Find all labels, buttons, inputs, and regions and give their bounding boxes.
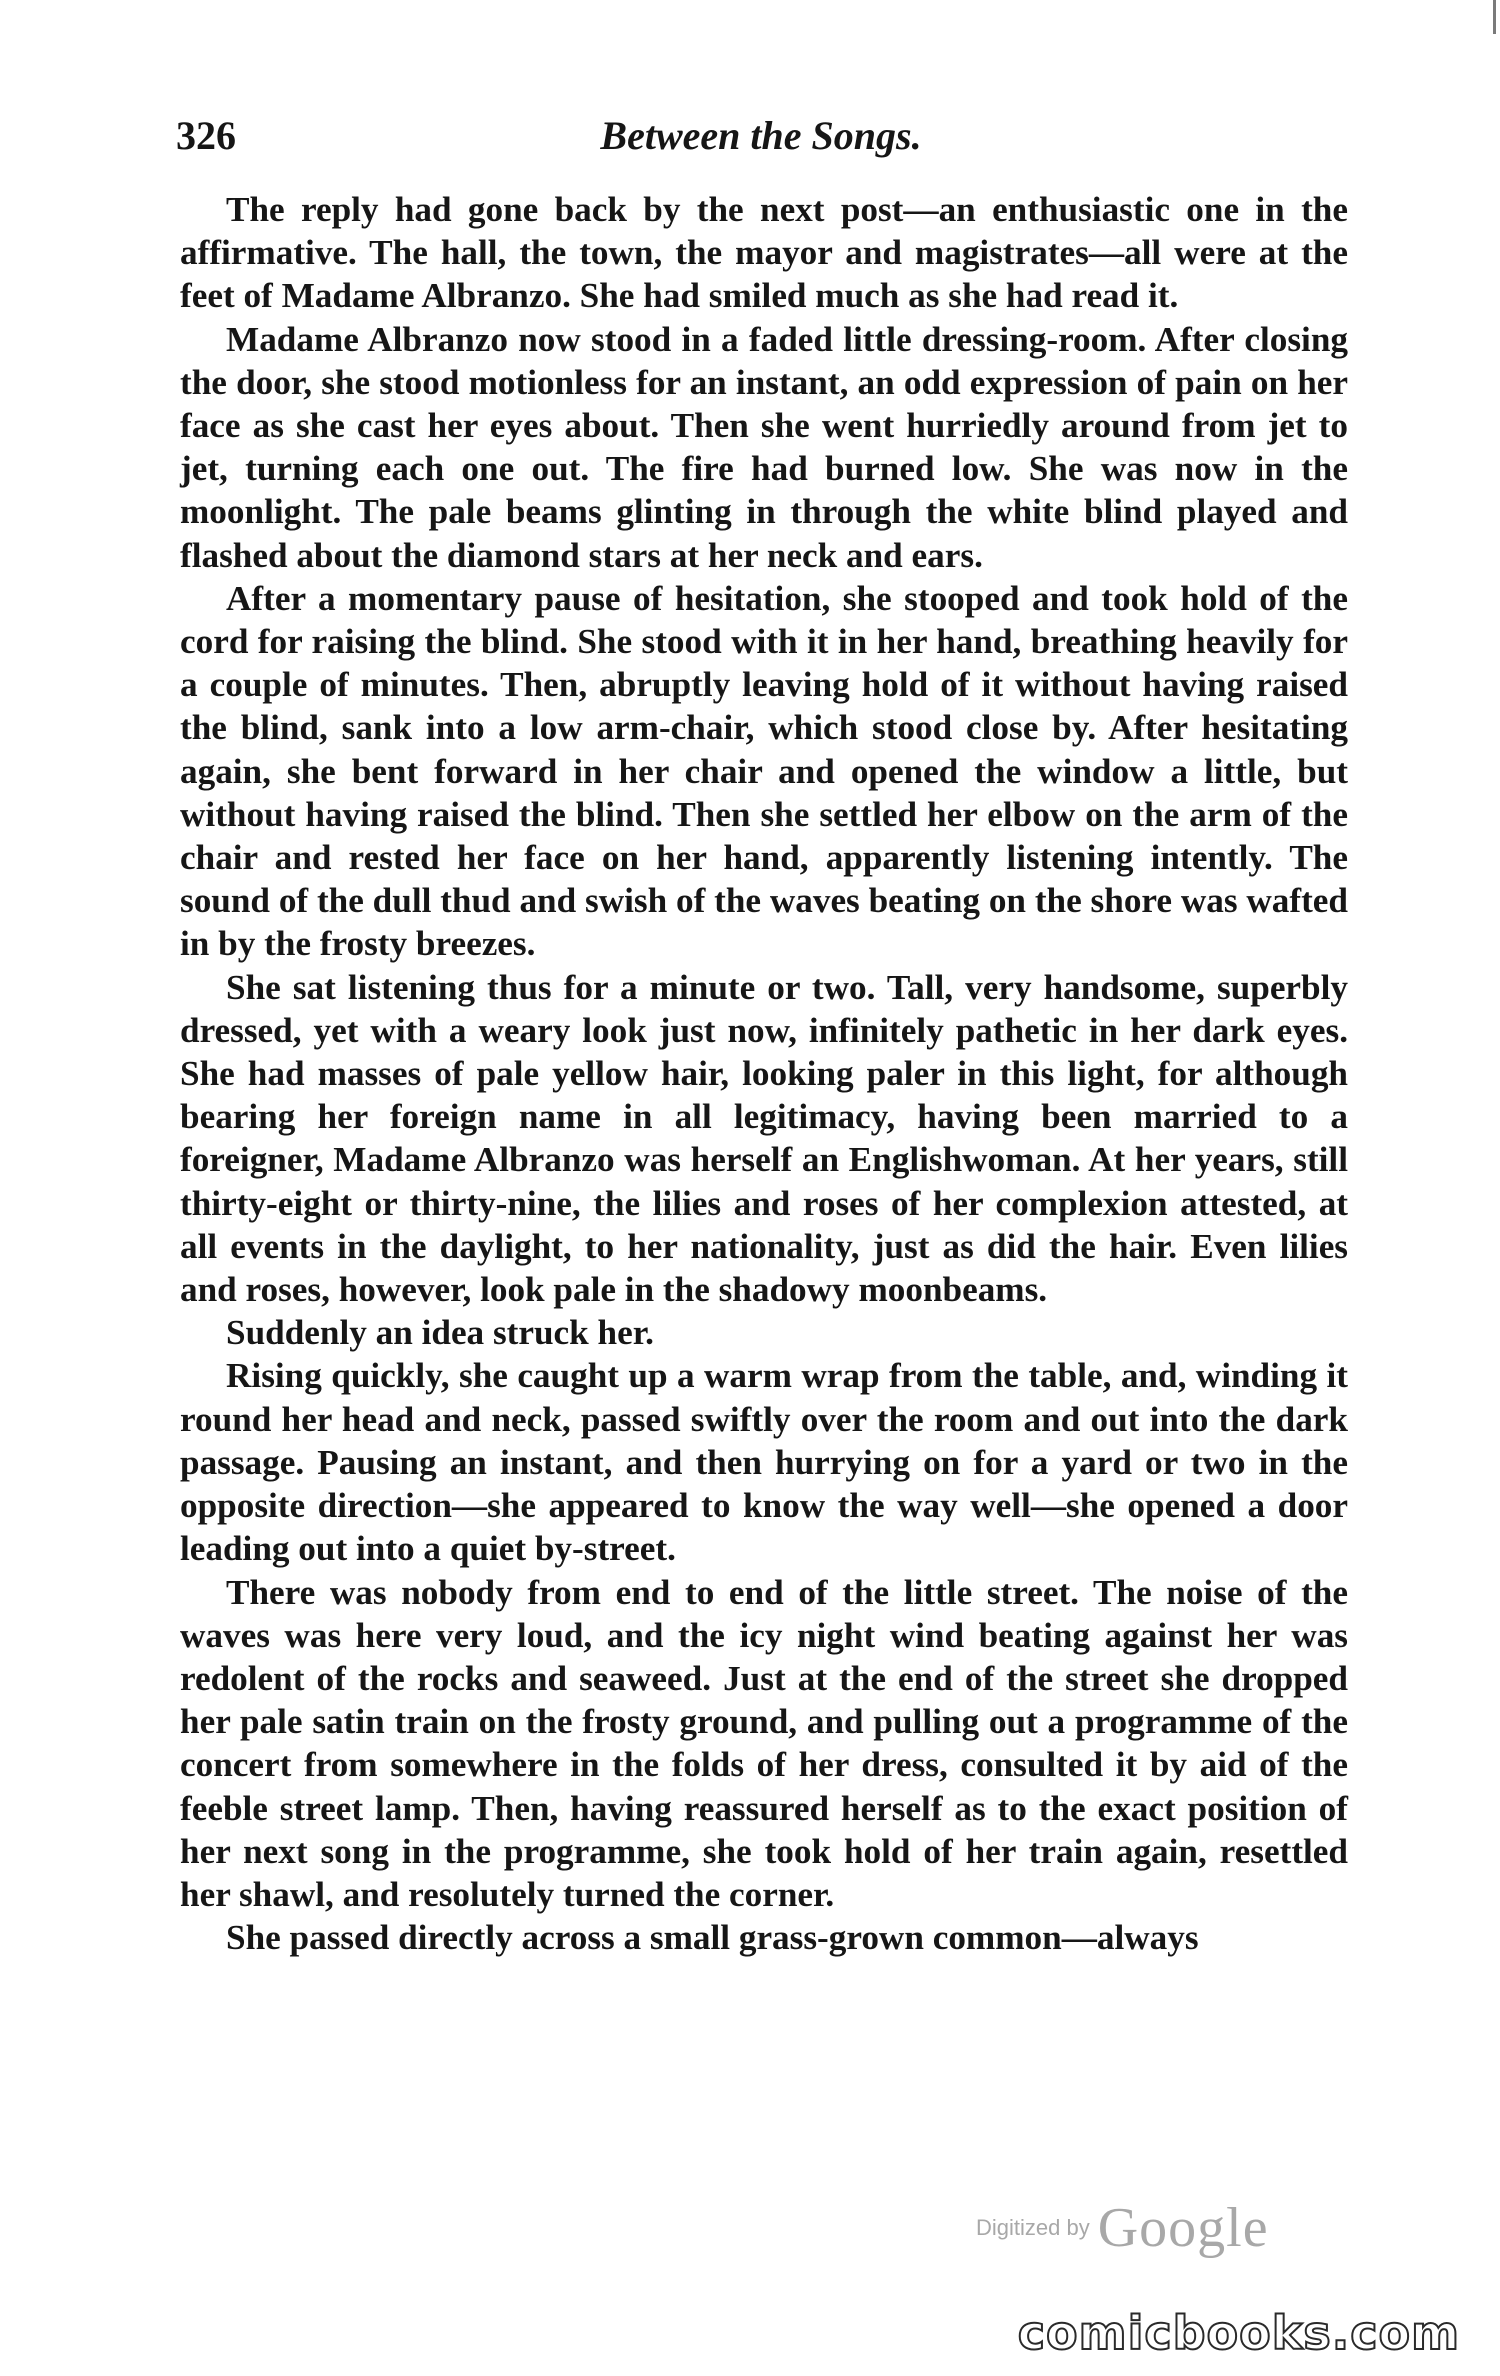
paragraph: Rising quickly, she caught up a warm wrap from the table, and, winding it round her head and neck, passed swiftly over the room and out into the dark passage. Pausing an instant, and then hurrying on for a yard or two in the opposite direction—she appeared to know the way well—she opened a door leading out into a quiet by-street. xyxy=(180,1356,1348,1569)
paragraph: She sat listening thus for a minute or two. Tall, very handsome, superbly dressed, yet with a weary look just now, infinitely pathetic in her dark eyes. She had masses of pale yellow hair, looking paler in this light, for although bearing her foreign name in all legitimacy, having been married to a foreigner, Madame Albranzo was herself an Englishwoman. At her years, still thirty-eight or thirty-nine, the lilies and roses of her complexion attested, at all events in the daylight, to her nationality, just as did the hair. Even lilies and roses, however, look pale in the shadowy moonbeams. xyxy=(180,967,1348,1310)
page-header xyxy=(176,112,1346,172)
paragraph: Suddenly an idea struck her. xyxy=(226,1313,654,1353)
running-head: Between the Songs. xyxy=(600,113,922,158)
site-watermark: comicbooks.com xyxy=(1017,2306,1460,2360)
page-number: 326 xyxy=(176,113,236,158)
google-logo: Google xyxy=(1097,2197,1269,2259)
body-text xyxy=(180,188,1348,1959)
paragraph: After a momentary pause of hesitation, she stooped and took hold of the cord for raising the blind. She stood with it in her hand, breathing heavily for a couple of minutes. Then, abruptly leaving hold of it without having raised the blind, sank into a low arm-chair, which stood close by. After hesitating again, she bent forward in her chair and opened the window a little, but without having raised the blind. Then she settled her elbow on the arm of the chair and rested her face on her hand, apparently listening intently. The sound of the dull thud and swish of the waves beating on the shore was wafted in by the frosty breezes. xyxy=(180,578,1348,964)
paragraph: Madame Albranzo now stood in a faded little dressing-room. After closing the door, she stood motionless for an instant, an odd expression of pain on her face as she cast her eyes about. Then she went hurriedly around from jet to jet, turning each one out. The fire had burned low. She was now in the moonlight. The pale beams glinting in through the white blind played and flashed about the diamond stars at her neck and ears. xyxy=(180,319,1348,575)
digitized-watermark xyxy=(976,2196,1269,2259)
paragraph: She passed directly across a small grass-grown common—always xyxy=(226,1918,1199,1958)
paragraph: The reply had gone back by the next post—an enthusiastic one in the affirmative. The hall, the town, the mayor and magistrates—all were at the feet of Madame Albranzo. She had smiled much as she had read it. xyxy=(180,190,1348,316)
paragraph: There was nobody from end to end of the little street. The noise of the waves was here very loud, and the icy night wind beating against her was redolent of the rocks and seaweed. Just at the end of the street she dropped her pale satin train on the frosty ground, and pulling out a programme of the concert from somewhere in the folds of her dress, consulted it by aid of the feeble street lamp. Then, having reassured herself as to the exact position of her next song in the programme, she took hold of her train again, resettled her shawl, and resolutely turned the corner. xyxy=(180,1572,1348,1914)
digitized-by-label: Digitized by xyxy=(976,2215,1090,2240)
page-edge-mark xyxy=(1493,0,1496,34)
